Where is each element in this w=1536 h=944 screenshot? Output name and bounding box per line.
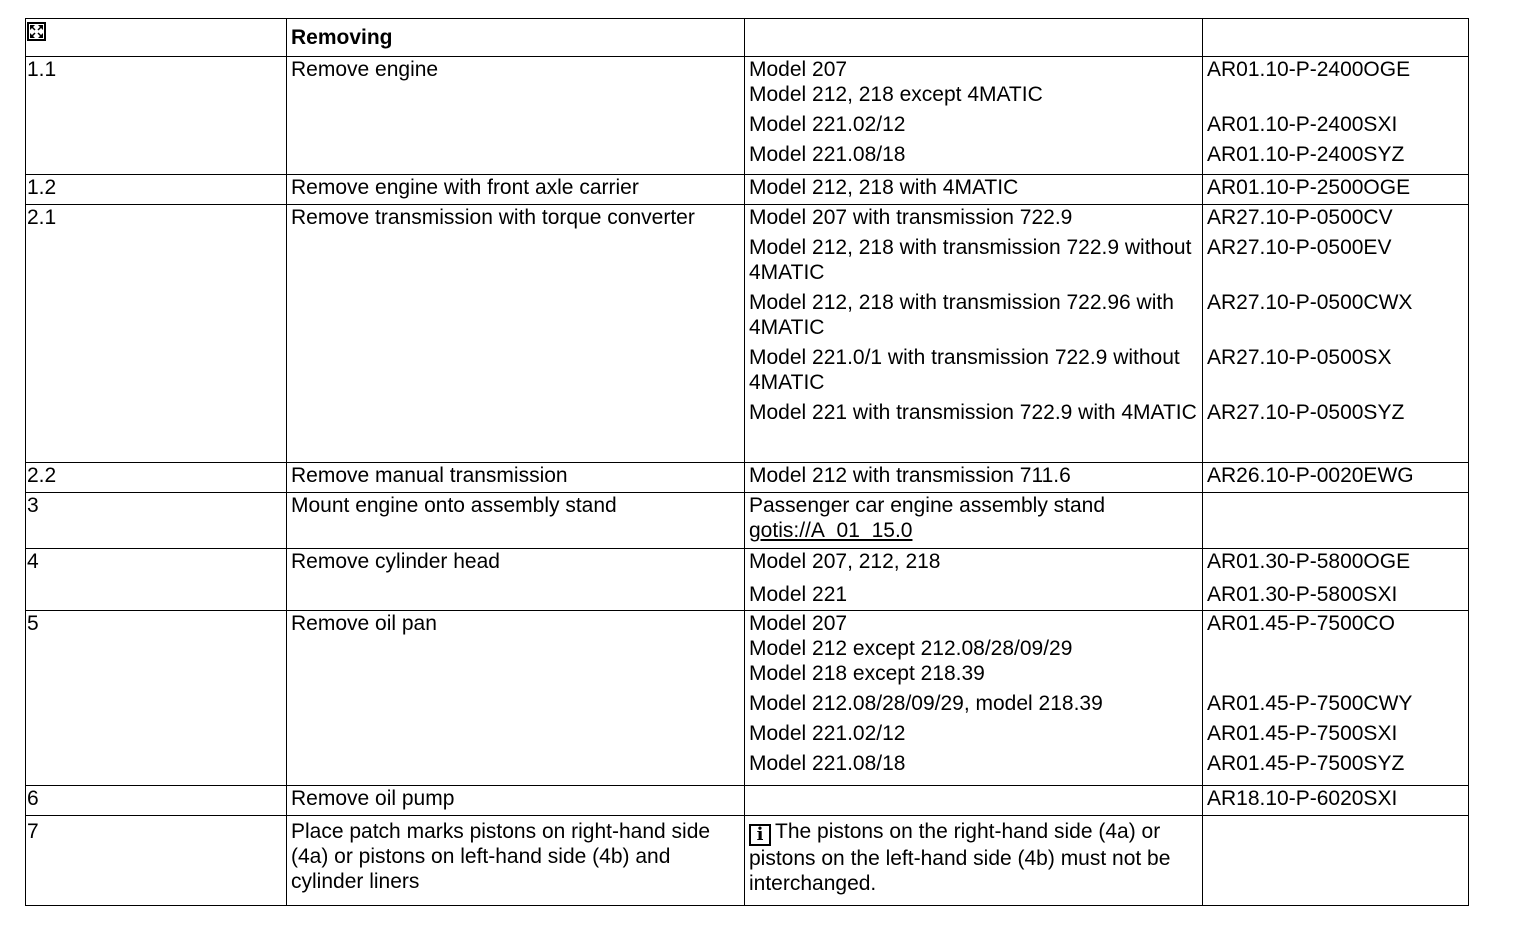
model-entry: Model 218 except 218.39 [749, 662, 985, 685]
doc-reference-link[interactable]: AR27.10-P-0500SYZ [1207, 401, 1405, 424]
step-note [745, 816, 1203, 906]
step-action: Remove transmission with torque converter [287, 205, 745, 463]
note-text: The pistons on the right-hand side (4a) or pistons on the left-hand side (4b) must not be interchanged. [749, 820, 1171, 895]
step-refs [1203, 205, 1469, 463]
step-refs [1203, 549, 1469, 611]
table-row [26, 786, 1469, 816]
step-tool [745, 493, 1203, 549]
model-entry: Model 212, 218 except 4MATIC [749, 83, 1043, 106]
step-number: 5 [26, 611, 287, 786]
step-models [745, 175, 1203, 205]
doc-reference-link[interactable]: AR01.45-P-7500CWY [1207, 692, 1413, 715]
doc-reference-empty [1207, 82, 1464, 107]
model-entry: Model 212, 218 with transmission 722.9 without 4MATIC [749, 236, 1192, 284]
step-number: 4 [26, 549, 287, 611]
doc-reference-link[interactable]: AR01.10-P-2400SYZ [1207, 143, 1405, 166]
step-number: 7 [26, 816, 287, 906]
step-action: Remove oil pump [287, 786, 745, 816]
doc-reference-link[interactable]: AR01.30-P-5800OGE [1207, 550, 1411, 573]
step-refs [1203, 175, 1469, 205]
doc-reference-link[interactable]: AR01.45-P-7500SYZ [1207, 752, 1405, 775]
tool-description: Passenger car engine assembly stand [749, 494, 1106, 517]
step-action: Remove engine with front axle carrier [287, 175, 745, 205]
step-refs [1203, 463, 1469, 493]
table-row [26, 463, 1469, 493]
step-models [745, 611, 1203, 786]
model-entry: Model 212.08/28/09/29, model 218.39 [749, 692, 1103, 715]
table-row [26, 57, 1469, 175]
step-models [745, 57, 1203, 175]
doc-reference-link[interactable]: AR27.10-P-0500CWX [1207, 291, 1413, 314]
step-number: 2.2 [26, 463, 287, 493]
doc-reference-link[interactable]: AR01.45-P-7500SXI [1207, 722, 1398, 745]
procedure-table [25, 18, 1469, 906]
step-refs [1203, 786, 1469, 816]
step-refs-empty [1203, 493, 1469, 549]
step-models [745, 463, 1203, 493]
table-row [26, 175, 1469, 205]
step-action: Remove manual transmission [287, 463, 745, 493]
doc-reference-link[interactable]: AR01.30-P-5800SXI [1207, 583, 1398, 606]
doc-reference-link[interactable]: AR18.10-P-6020SXI [1207, 787, 1398, 810]
doc-reference-link[interactable]: AR27.10-P-0500CV [1207, 206, 1393, 229]
model-entry: Model 221.0/1 with transmission 722.9 without 4MATIC [749, 346, 1180, 394]
table-row [26, 549, 1469, 611]
table-row [26, 493, 1469, 549]
doc-reference-link[interactable]: AR01.10-P-2400OGE [1207, 58, 1411, 81]
step-models [745, 549, 1203, 611]
step-refs [1203, 611, 1469, 786]
model-entry: Model 212 with transmission 711.6 [749, 464, 1071, 487]
model-entry: Model 207 [749, 58, 848, 81]
step-refs-empty [1203, 816, 1469, 906]
model-entry: Model 221.08/18 [749, 752, 906, 775]
step-action: Remove engine [287, 57, 745, 175]
table-row [26, 205, 1469, 463]
model-entry: Model 212, 218 with 4MATIC [749, 176, 1019, 199]
model-entry: Model 221.02/12 [749, 722, 906, 745]
model-entry: Model 221.08/18 [749, 143, 906, 166]
model-entry: Model 221 [749, 583, 848, 606]
doc-reference-link[interactable]: AR01.45-P-7500CO [1207, 612, 1395, 635]
expand-icon[interactable] [27, 22, 46, 41]
step-action: Remove cylinder head [287, 549, 745, 611]
step-action: Mount engine onto assembly stand [287, 493, 745, 549]
step-refs [1203, 57, 1469, 175]
section-title: Removing [287, 19, 745, 57]
step-number: 1.1 [26, 57, 287, 175]
step-action: Remove oil pan [287, 611, 745, 786]
doc-reference-link[interactable]: AR27.10-P-0500SX [1207, 346, 1392, 369]
step-action: Place patch marks pistons on right-hand side (4a) or pistons on left-hand side (4b) and cylinder liners [287, 816, 745, 906]
table-row [26, 611, 1469, 786]
header-empty-cell [1203, 19, 1469, 57]
step-models [745, 205, 1203, 463]
doc-reference-link[interactable]: AR01.10-P-2400SXI [1207, 113, 1398, 136]
model-entry: Model 221 with transmission 722.9 with 4MATIC [749, 401, 1197, 424]
model-entry: Model 207 with transmission 722.9 [749, 206, 1073, 229]
model-entry: Model 207, 212, 218 [749, 550, 941, 573]
tool-link[interactable]: gotis://A_01_15.0 [749, 519, 913, 542]
doc-reference-empty [1207, 636, 1464, 686]
step-models-empty [745, 786, 1203, 816]
step-number: 3 [26, 493, 287, 549]
model-entry: Model 212 except 212.08/28/09/29 [749, 637, 1073, 660]
step-number: 2.1 [26, 205, 287, 463]
model-entry: Model 207 [749, 612, 848, 635]
header-icon-cell [26, 19, 287, 57]
info-icon: i [749, 824, 771, 846]
step-number: 6 [26, 786, 287, 816]
doc-reference-link[interactable]: AR27.10-P-0500EV [1207, 236, 1392, 259]
header-empty-cell [745, 19, 1203, 57]
model-entry: Model 212, 218 with transmission 722.96 with 4MATIC [749, 291, 1174, 339]
model-entry: Model 221.02/12 [749, 113, 906, 136]
header-row [26, 19, 1469, 57]
doc-reference-link[interactable]: AR01.10-P-2500OGE [1207, 176, 1411, 199]
step-number: 1.2 [26, 175, 287, 205]
table-row [26, 816, 1469, 906]
doc-reference-link[interactable]: AR26.10-P-0020EWG [1207, 464, 1414, 487]
